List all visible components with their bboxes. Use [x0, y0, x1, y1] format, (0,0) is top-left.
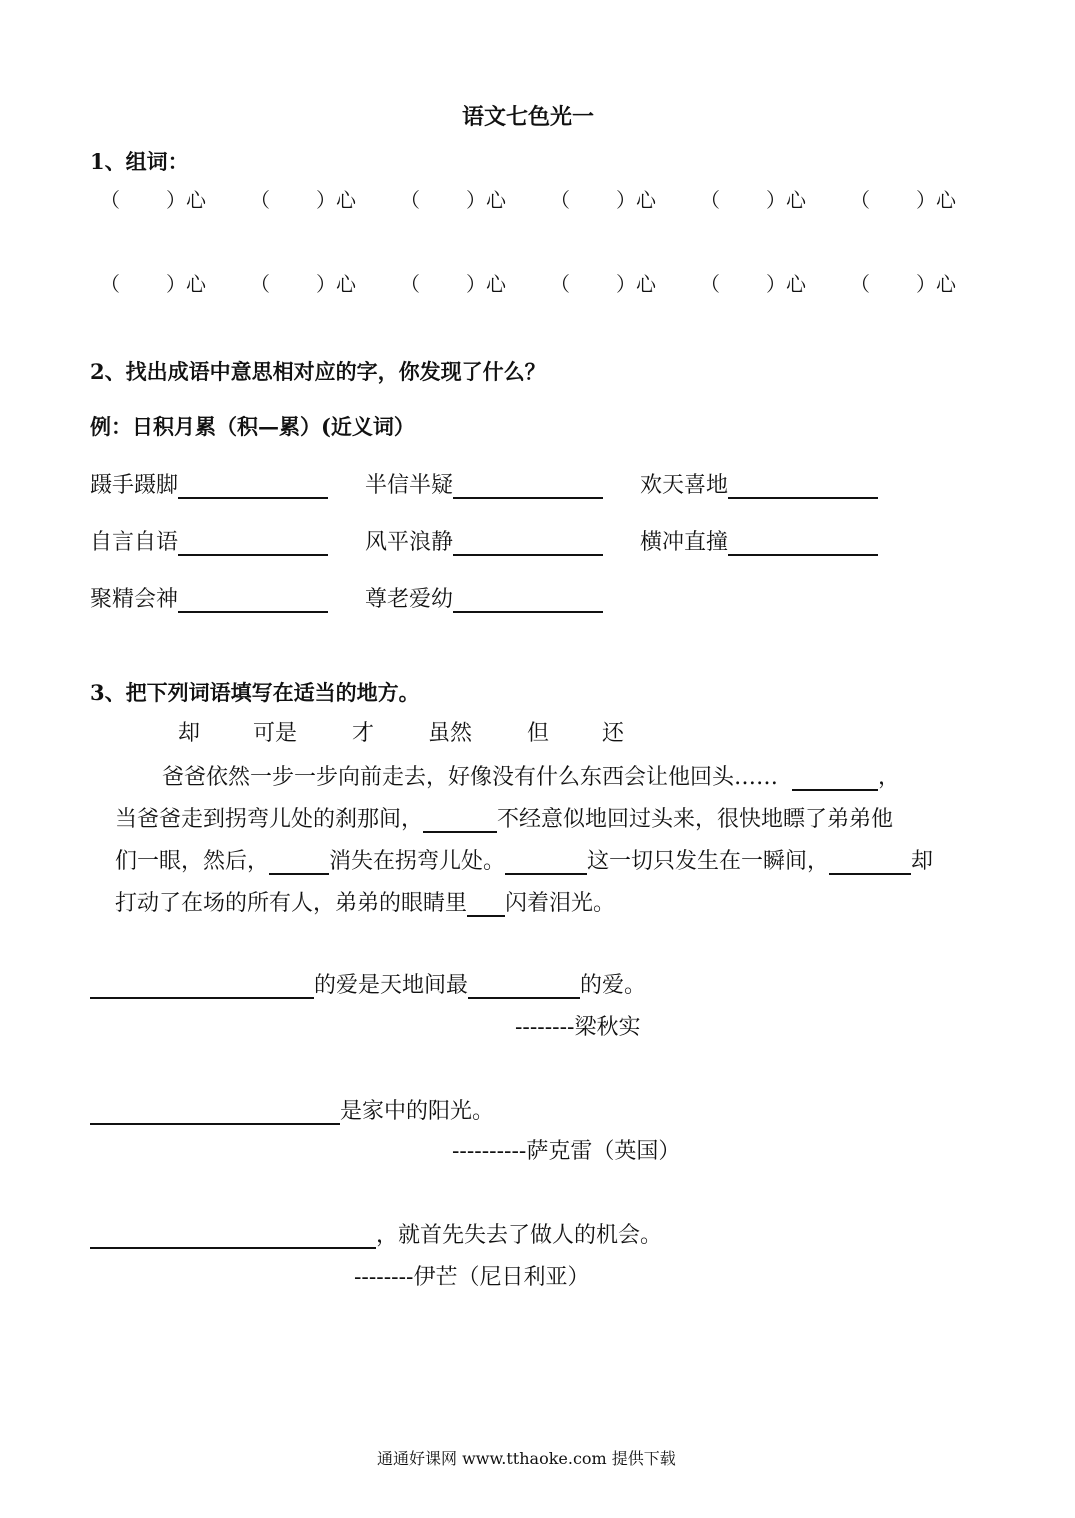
q2-example: 例：日积月累（积—累）(近义词）	[90, 414, 415, 439]
open-paren: （	[700, 188, 720, 212]
passage-line-2: 当爸爸走到拐弯儿处的刹那间， 不经意似地回过头来，很快地瞟了弟弟他	[115, 807, 894, 832]
answer-blank[interactable]	[178, 530, 328, 556]
page-title: 语文七色光一	[462, 104, 595, 130]
answer-blank[interactable]	[90, 1099, 340, 1125]
open-paren: （	[700, 272, 720, 296]
close-paren-heart: ）心	[916, 272, 956, 296]
open-paren: （	[850, 272, 870, 296]
answer-blank[interactable]	[90, 1223, 376, 1249]
word-option: 虽然	[428, 721, 473, 746]
close-paren-heart: ）心	[616, 272, 656, 296]
answer-blank[interactable]	[505, 849, 587, 875]
passage-line-1: 爸爸依然一步一步向前走去，好像没有什么东西会让他回头…… ，	[162, 765, 901, 790]
answer-blank[interactable]	[829, 849, 911, 875]
idiom-item: 聚精会神	[90, 582, 328, 613]
q2-heading: 2、找出成语中意思相对应的字，你发现了什么？	[90, 359, 546, 384]
quote-1: 的爱是天地间最 的爱。	[90, 968, 646, 999]
fill-cell[interactable]	[850, 268, 1000, 297]
fill-cell[interactable]	[250, 268, 400, 297]
close-paren-heart: ）心	[766, 188, 806, 212]
fill-cell[interactable]	[250, 184, 400, 213]
idiom-item: 风平浪静	[365, 525, 603, 556]
footer-credit: 通通好课网 www.tthaoke.com 提供下载	[377, 1449, 676, 1468]
word-option: 可是	[253, 721, 298, 746]
passage-line-3: 们一眼，然后， 消失在拐弯儿处。 这一切只发生在一瞬间， 却	[115, 849, 934, 874]
answer-blank[interactable]	[728, 473, 878, 499]
answer-blank[interactable]	[468, 973, 580, 999]
quote-author: --------梁秋实	[515, 1015, 641, 1040]
word-option: 还	[602, 721, 625, 746]
answer-blank[interactable]	[453, 473, 603, 499]
close-paren-heart: ）心	[316, 272, 356, 296]
word-option: 才	[352, 721, 375, 746]
open-paren: （	[400, 188, 420, 212]
close-paren-heart: ）心	[166, 188, 206, 212]
fill-cell[interactable]	[700, 184, 850, 213]
fill-cell[interactable]	[550, 268, 700, 297]
answer-blank[interactable]	[453, 530, 603, 556]
quote-3: ，就首先失去了做人的机会。	[90, 1218, 662, 1249]
open-paren: （	[100, 272, 120, 296]
answer-blank[interactable]	[90, 973, 314, 999]
quote-author: --------伊芒（尼日利亚）	[354, 1265, 590, 1290]
fill-cell[interactable]	[100, 268, 250, 297]
idiom-item: 蹑手蹑脚	[90, 468, 328, 499]
fill-cell[interactable]	[850, 184, 1000, 213]
fill-cell[interactable]	[700, 268, 850, 297]
quote-2: 是家中的阳光。	[90, 1094, 494, 1125]
answer-blank[interactable]	[467, 891, 505, 917]
answer-blank[interactable]	[728, 530, 878, 556]
q1-heading: 1、组词：	[90, 149, 189, 174]
close-paren-heart: ）心	[616, 188, 656, 212]
fill-cell[interactable]	[100, 184, 250, 213]
open-paren: （	[400, 272, 420, 296]
open-paren: （	[850, 188, 870, 212]
close-paren-heart: ）心	[466, 188, 506, 212]
open-paren: （	[550, 188, 570, 212]
idiom-item: 尊老爱幼	[365, 582, 603, 613]
idiom-item: 自言自语	[90, 525, 328, 556]
open-paren: （	[250, 188, 270, 212]
answer-blank[interactable]	[453, 587, 603, 613]
word-option: 却	[178, 721, 201, 746]
passage-line-4: 打动了在场的所有人，弟弟的眼睛里 闪着泪光。	[115, 891, 616, 916]
quote-author: ----------萨克雷（英国）	[452, 1139, 681, 1164]
open-paren: （	[550, 272, 570, 296]
answer-blank[interactable]	[269, 849, 329, 875]
answer-blank[interactable]	[178, 473, 328, 499]
answer-blank[interactable]	[792, 765, 878, 791]
open-paren: （	[100, 188, 120, 212]
answer-blank[interactable]	[423, 807, 497, 833]
idiom-item: 半信半疑	[365, 468, 603, 499]
close-paren-heart: ）心	[466, 272, 506, 296]
idiom-item: 欢天喜地	[640, 468, 878, 499]
answer-blank[interactable]	[178, 587, 328, 613]
word-option: 但	[527, 721, 550, 746]
close-paren-heart: ）心	[166, 272, 206, 296]
fill-cell[interactable]	[550, 184, 700, 213]
fill-cell[interactable]	[400, 184, 550, 213]
close-paren-heart: ）心	[916, 188, 956, 212]
close-paren-heart: ）心	[766, 272, 806, 296]
idiom-item: 横冲直撞	[640, 525, 878, 556]
fill-cell[interactable]	[400, 268, 550, 297]
close-paren-heart: ）心	[316, 188, 356, 212]
q3-heading: 3、把下列词语填写在适当的地方。	[90, 680, 420, 705]
open-paren: （	[250, 272, 270, 296]
